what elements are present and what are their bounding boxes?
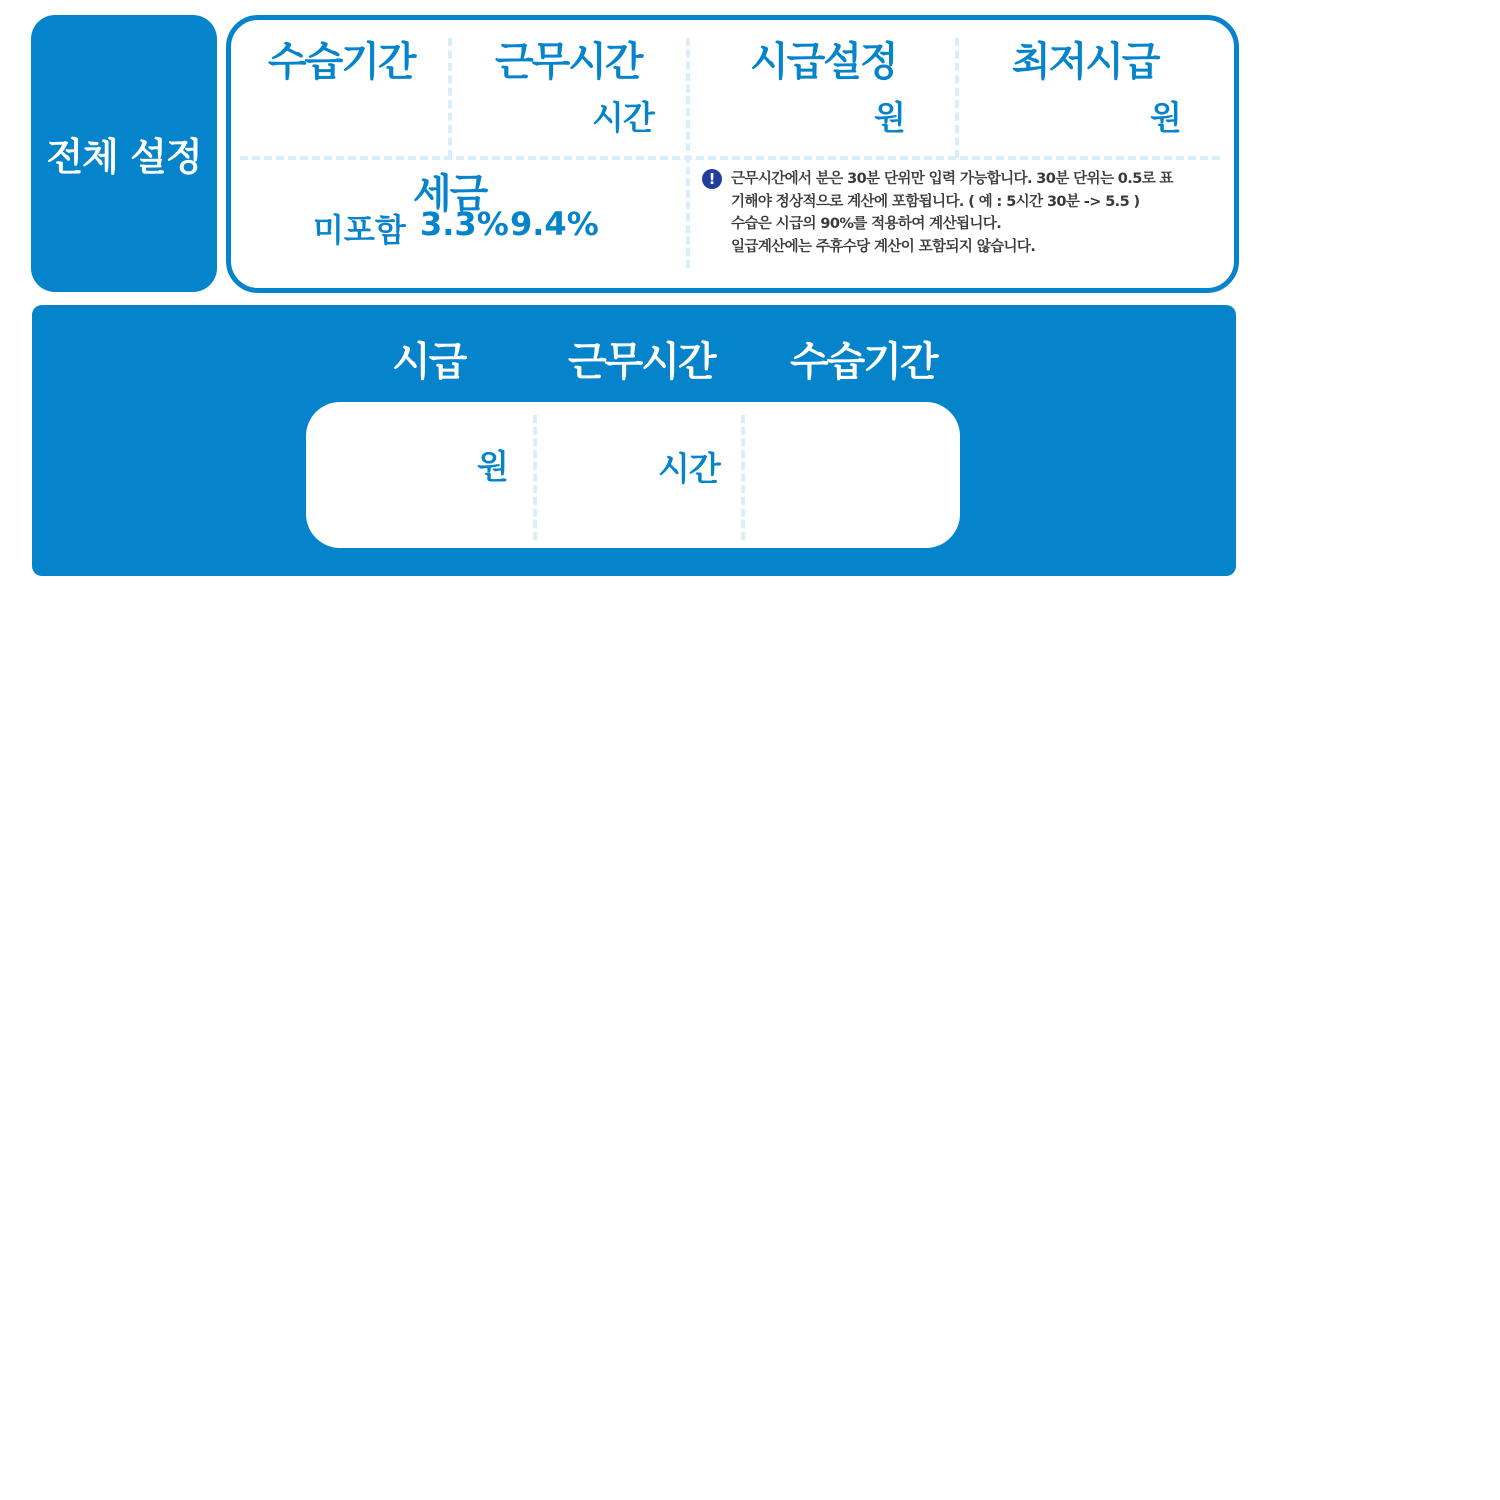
daily-wage-input[interactable] <box>320 445 474 483</box>
divider <box>955 38 959 158</box>
notice-text <box>731 168 1231 258</box>
daily-hours-input[interactable] <box>548 445 652 483</box>
tax-option-3-3[interactable]: 3.3% <box>420 205 509 243</box>
divider <box>741 415 745 540</box>
divider <box>533 415 537 540</box>
daily-wage-unit: 원 <box>477 447 508 486</box>
trainee-period-input[interactable] <box>268 95 442 133</box>
divider <box>240 156 1220 160</box>
daily-hours-header: 근무시간 <box>568 339 715 385</box>
daily-trainee-input[interactable] <box>760 445 944 483</box>
hourly-wage-unit: 원 <box>874 98 905 137</box>
global-settings-title: 전체 설정 <box>46 135 202 179</box>
daily-trainee-header: 수습기간 <box>790 339 937 385</box>
notice-line: 수습은 시급의 90%를 적용하여 계산됩니다. <box>731 216 1002 232</box>
exclamation-icon: ! <box>702 169 722 189</box>
minimum-wage-input <box>970 95 1144 133</box>
notice-line: 일급계산에는 주휴수당 계산이 포함되지 않습니다. <box>731 238 1036 255</box>
work-hours-unit: 시간 <box>592 98 654 137</box>
daily-hours-unit: 시간 <box>658 449 720 488</box>
tax-option-none[interactable]: 미포함 <box>313 211 406 249</box>
work-hours-label: 근무시간 <box>495 39 642 85</box>
daily-wage-header: 시급 <box>392 339 466 385</box>
tax-option-9-4[interactable]: 9.4% <box>510 205 599 243</box>
work-hours-input[interactable] <box>470 95 584 133</box>
tax-label: 세금 <box>413 171 487 217</box>
hourly-wage-label: 시급설정 <box>750 39 897 85</box>
global-settings-label <box>31 15 217 292</box>
notice-line: 근무시간에서 분은 30분 단위만 입력 가능합니다. 30분 단위는 0.5로 표 <box>731 171 1173 187</box>
minimum-wage-label: 최저시급 <box>1012 39 1159 85</box>
divider <box>448 38 452 158</box>
notice-line: 기해야 정상적으로 계산에 포함됩니다. ( 예 : 5시간 30분 -> 5.5 ) <box>731 193 1140 210</box>
hourly-wage-input[interactable] <box>700 95 869 133</box>
divider <box>686 38 690 268</box>
minimum-wage-unit: 원 <box>1150 98 1181 137</box>
trainee-period-label: 수습기간 <box>268 39 415 85</box>
